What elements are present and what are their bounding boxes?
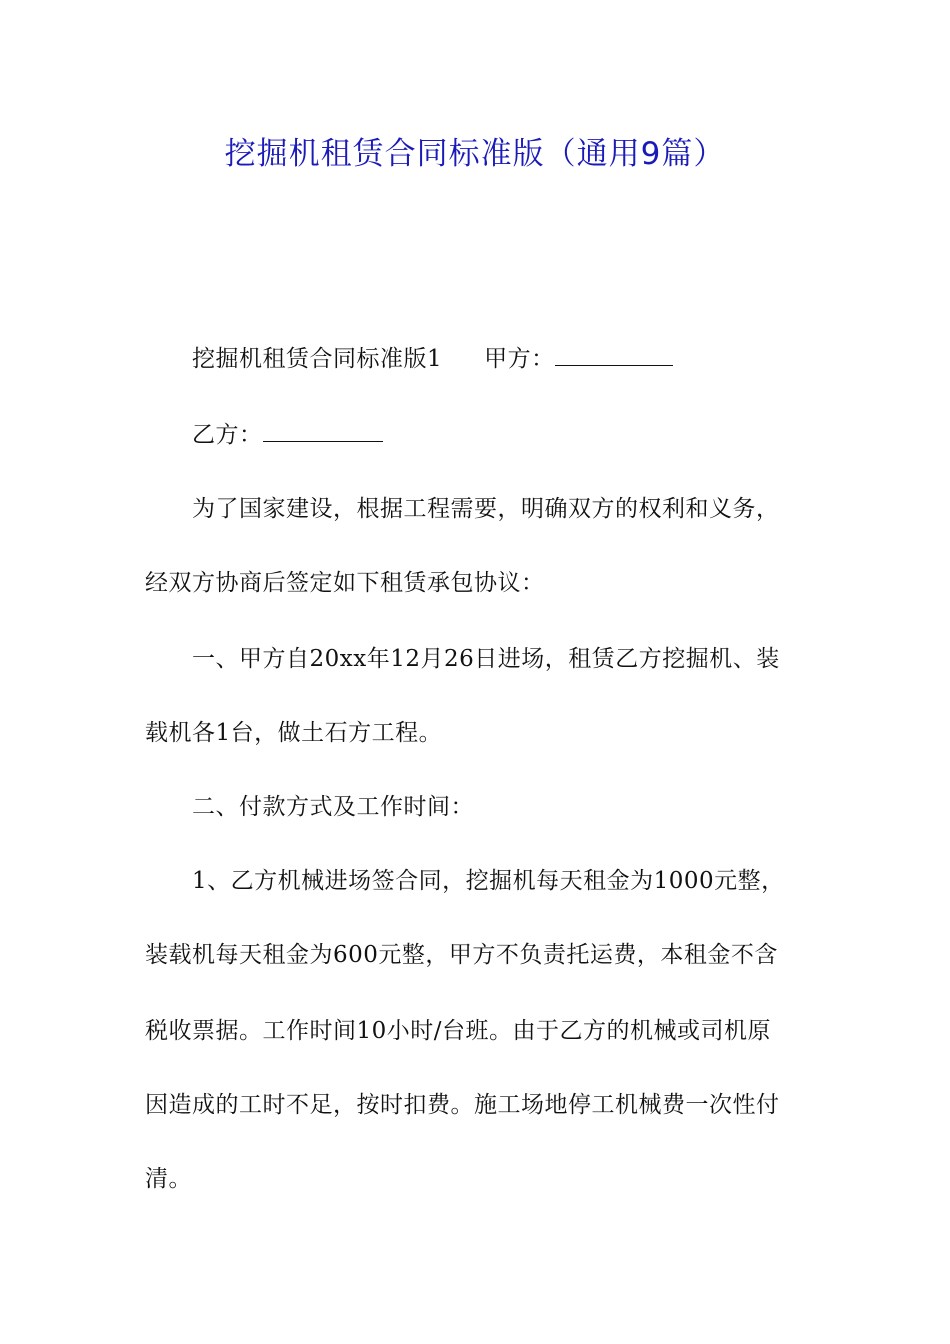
paragraph-line: 清。 xyxy=(145,1166,192,1192)
paragraph-line: 一、甲方自20xx年12月26日进场，租赁乙方挖掘机、装 xyxy=(192,646,780,672)
party-a-blank xyxy=(555,345,673,366)
party-line-b xyxy=(192,420,383,450)
paragraph-line: 为了国家建设，根据工程需要，明确双方的权利和义务， xyxy=(192,496,780,522)
document-title: 挖掘机租赁合同标准版（通用9篇） xyxy=(224,136,726,172)
paragraph-line: 因造成的工时不足，按时扣费。施工场地停工机械费一次性付 xyxy=(145,1092,780,1118)
paragraph-line: 载机各1台，做土石方工程。 xyxy=(145,720,443,746)
paragraph-line: 装载机每天租金为600元整，甲方不负责托运费，本租金不含 xyxy=(145,942,778,968)
paragraph-line: 1、乙方机械进场签合同，挖掘机每天租金为1000元整， xyxy=(192,868,785,894)
party-a-label: 甲方： xyxy=(484,346,555,372)
contract-heading: 挖掘机租赁合同标准版1 xyxy=(192,346,443,372)
party-b-label: 乙方： xyxy=(192,422,263,448)
party-line-a xyxy=(192,344,673,374)
party-b-blank xyxy=(263,421,383,442)
paragraph-line: 税收票据。工作时间10小时/台班。由于乙方的机械或司机原 xyxy=(145,1018,772,1044)
paragraph-line: 经双方协商后签定如下租赁承包协议： xyxy=(145,570,545,596)
section-heading: 二、付款方式及工作时间： xyxy=(192,794,474,820)
